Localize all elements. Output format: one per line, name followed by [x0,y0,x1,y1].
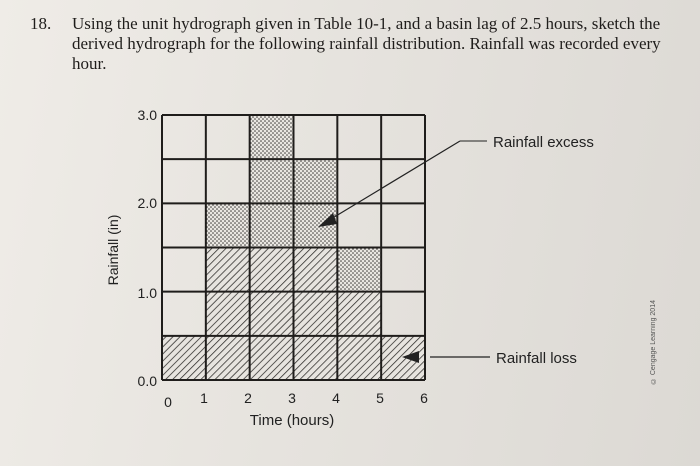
y-tick-origin: 0.0 [137,373,157,389]
x-tick-4: 4 [332,390,340,406]
x-tick-5: 5 [376,390,384,406]
x-tick-2: 2 [244,390,252,406]
y-tick-1: 1.0 [137,285,157,301]
loss-label: Rainfall loss [496,350,577,367]
problem-number: 18. [30,14,52,33]
x-tick-6: 6 [420,390,428,406]
x-axis-label: Time (hours) [249,412,335,429]
excess-label: Rainfall excess [493,134,594,151]
loss-bar-hour-3 [250,248,294,381]
excess-arrow-line [326,141,460,222]
excess-bar-hour-5 [337,248,381,292]
x-tick-1: 1 [200,390,208,406]
copyright-credit: © Cengage Learning 2014 [650,300,657,385]
y-tick-3: 3.0 [137,107,157,123]
x-tick-3: 3 [288,390,296,406]
loss-bar-hour-4 [294,248,338,381]
loss-bar-hour-1 [162,336,206,380]
y-axis-label: Rainfall (in) [105,214,121,286]
excess-bar-hour-2 [206,203,250,247]
excess-bar-hour-3 [250,115,294,248]
loss-bar-hour-2 [206,248,250,381]
problem-text: Using the unit hydrograph given in Table 10-1, and a basin lag of 2.5 hours, sketch the derived hydrograph for the following rainfall distribution. Rainfall was recorded every hour. [72,14,661,73]
x-tick-0: 0 [164,394,172,410]
y-tick-2: 2.0 [137,195,157,211]
